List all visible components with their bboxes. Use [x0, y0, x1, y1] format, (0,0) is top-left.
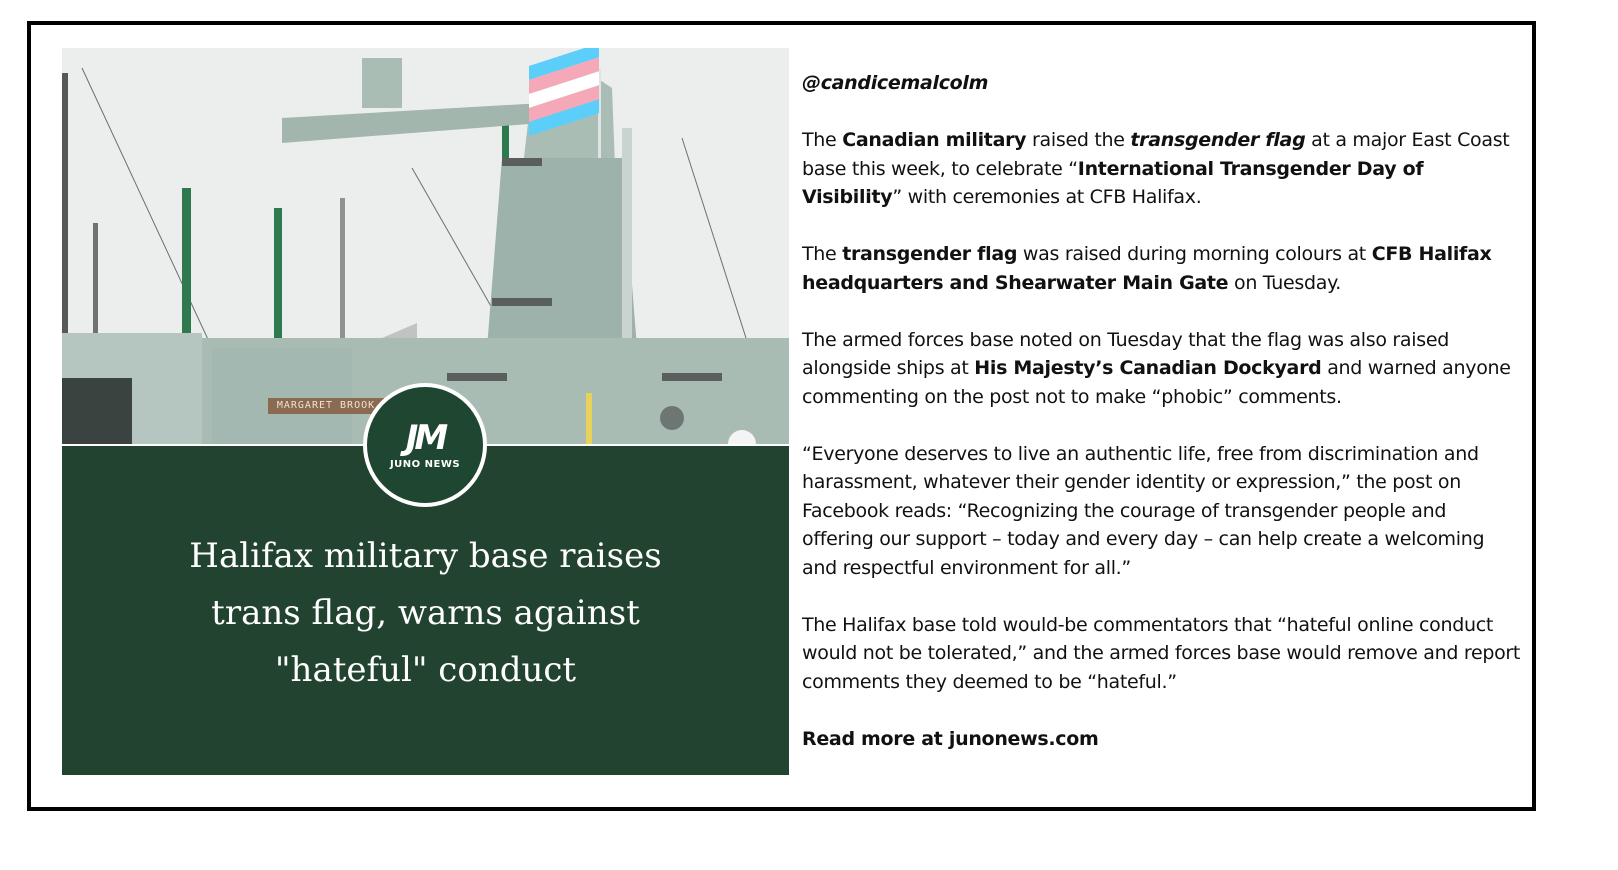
read-more-link[interactable]: Read more at junonews.com: [802, 727, 1099, 750]
logo-text: JUNO NEWS: [389, 458, 461, 470]
news-card[interactable]: [62, 48, 789, 775]
headline-line: Halifax military base raises: [189, 536, 662, 576]
bold-italic-text: transgender flag: [1130, 129, 1306, 151]
bold-text: transgender flag: [842, 243, 1018, 265]
bold-text: International Transgender Day of Visibility: [802, 157, 1424, 208]
juno-news-logo: [363, 383, 487, 507]
text: ” with ceremonies at CFB Halifax.: [892, 186, 1202, 208]
logo-mark: JM: [405, 417, 445, 458]
text: The armed forces base noted on Tuesday that the flag was also raised alongside ships at: [802, 328, 1450, 379]
text: raised the: [1026, 129, 1131, 151]
paragraph-5: The Halifax base told would-be commentators that “hateful online conduct would not be tolerated,” and the armed forces base would remove and report comments they deemed to be “hateful.”: [802, 613, 1521, 693]
paragraph-4: “Everyone deserves to live an authentic life, free from discrimination and harassment, whatever their gender identity or expression,” the post on Facebook reads: “Recognizing the courage of transgender people and offering our support – today and every day – can help create a welcoming and respectful environment for all.”: [802, 442, 1485, 579]
post-frame: [27, 21, 1536, 811]
text: and warned anyone commenting on the post not to make “phobic” comments.: [802, 357, 1511, 408]
text: at a major East Coast base this week, to celebrate “: [802, 129, 1510, 180]
text: on Tuesday.: [1228, 271, 1342, 294]
text: was raised during morning colours at: [1017, 243, 1372, 265]
paragraph-1: [802, 126, 1522, 212]
text: The: [802, 129, 843, 151]
bold-text: CFB Halifax headquarters and Shearwater Main Gate: [802, 243, 1492, 294]
article-text: [802, 69, 1522, 782]
bold-text: His Majesty’s Canadian Dockyard: [974, 357, 1322, 379]
headline-line: trans flag, warns against: [211, 593, 640, 633]
bold-text: Canadian military: [842, 129, 1027, 151]
text: The: [802, 243, 843, 265]
paragraph-2: [802, 240, 1522, 297]
ship-name-plate: MARGARET BROOK: [276, 400, 376, 411]
paragraph-3: [802, 326, 1522, 412]
headline-line: "hateful" conduct: [274, 650, 577, 690]
author-handle[interactable]: @candicemalcolm: [802, 72, 989, 94]
headline: [102, 528, 749, 699]
